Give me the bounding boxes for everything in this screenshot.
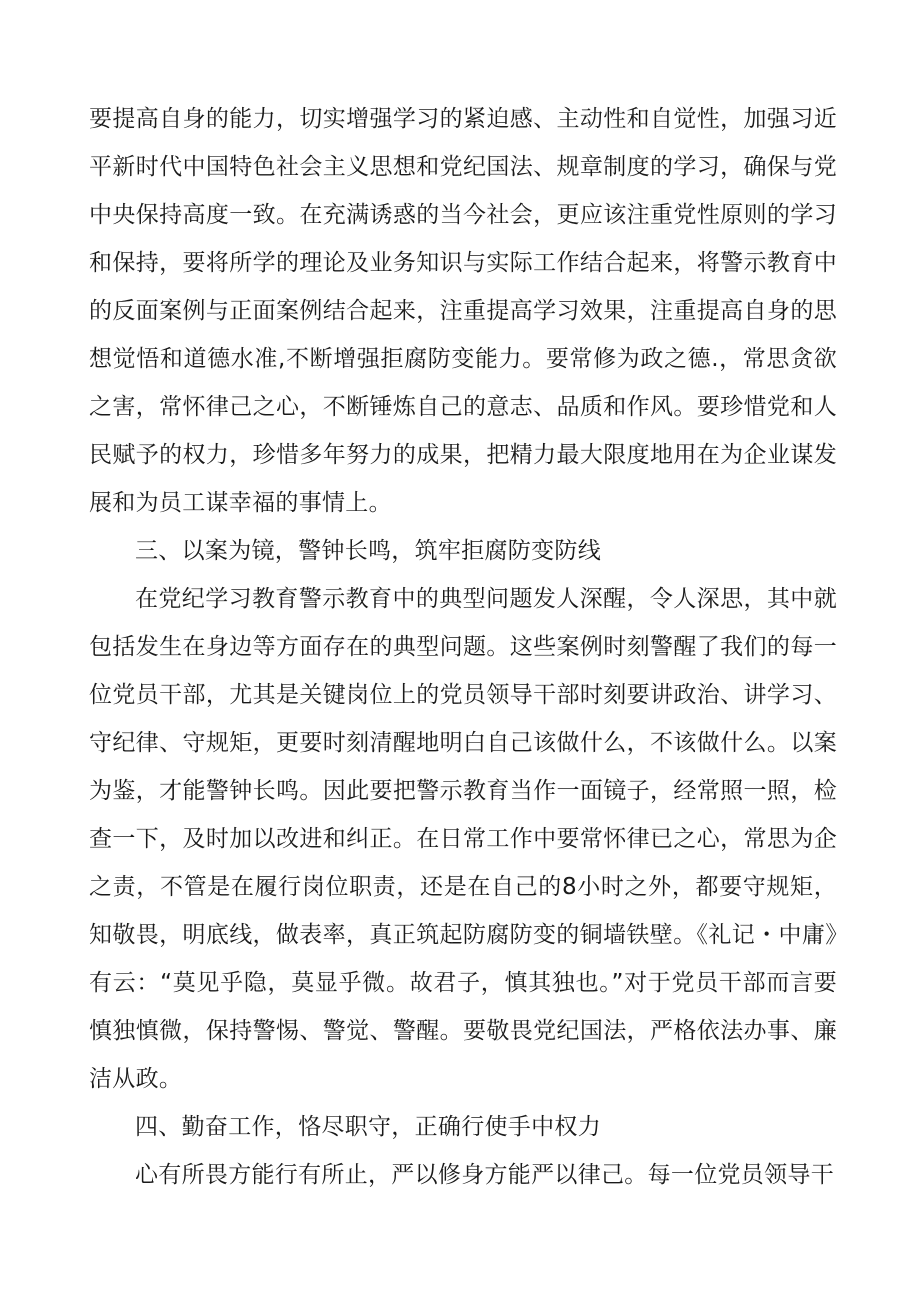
section-heading-3: 三、以案为镜，警钟长鸣，筑牢拒腐防变防线 <box>135 538 601 564</box>
paragraph-section-3: 在党纪学习教育警示教育中的典型问题发人深醒，令人深思，其中就包括发生在身边等方面存在的典型问题。这些案例时刻警醒了我们的每一位党员干部，尤其是关键岗位上的党员领导干部时刻要讲政治、讲学习、守纪律、守规矩，更要时刻清醒地明白自己该做什么，不该做什么。以案为鉴，才能警钟长鸣。因此要把警示教育当作一面镜子，经常照一照，检查一下，及时加以改进和纠正。在日常工作中要常怀律已之心，常思为企之责，不管是在履行岗位职责，还是在自己的8小时之外，都要守规矩，知敬畏，明底线，做表率，真正筑起防腐防变的铜墙铁壁。《礼记・中庸》有云：“莫见乎隐，莫显乎微。故君子，慎其独也。”对于党员干部而言要慎独慎微，保持警惕、警觉、警醒。要敬畏党纪国法，严格依法办事、廉洁从政。 <box>89 586 837 1092</box>
paragraph-section-4: 心有所畏方能行有所止，严以修身方能严以律己。每一位党员领导干 <box>135 1162 834 1188</box>
section-heading-4: 四、勤奋工作，恪尽职守，正确行使手中权力 <box>135 1114 601 1140</box>
document-body <box>89 95 837 1199</box>
paragraph-continuation: 要提高自身的能力，切实增强学习的紧迫感、主动性和自觉性，加强习近平新时代中国特色社会主义思想和党纪国法、规章制度的学习，确保与党中央保持高度一致。在充满诱惑的当今社会，更应该注重党性原则的学习和保持，要将所学的理论及业务知识与实际工作结合起来，将警示教育中的反面案例与正面案例结合起来，注重提高学习效果，注重提高自身的思想觉悟和道德水准,不断增强拒腐防变能力。要常修为政之德.，常思贪欲之害，常怀律己之心，不断锤炼自己的意志、品质和作风。要珍惜党和人民赋予的权力，珍惜多年努力的成果，把精力最大限度地用在为企业谋发展和为员工谋幸福的事情上。 <box>89 106 837 516</box>
